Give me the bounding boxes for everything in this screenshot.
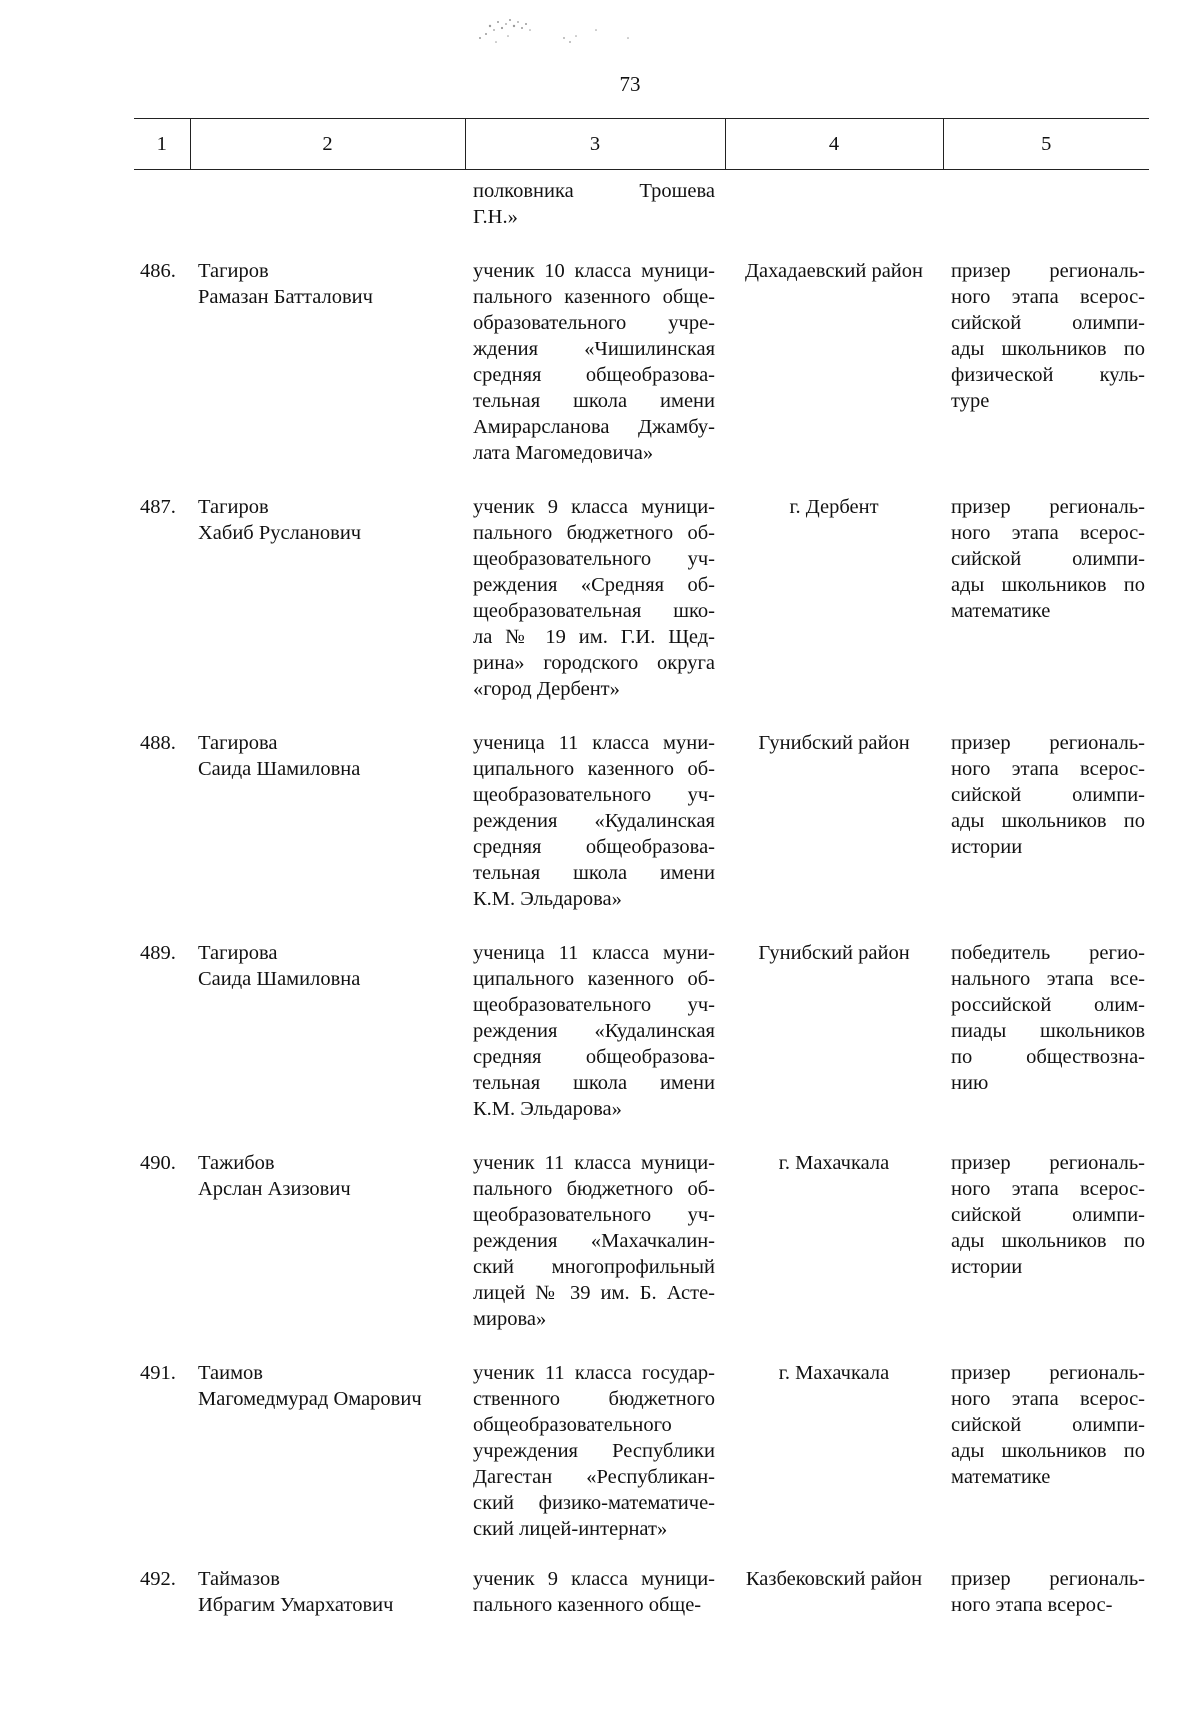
institution-line: рина» городского округа (473, 652, 715, 674)
award-line: ады школьников по (951, 338, 1145, 360)
institution-line: К.М. Эльдарова» (473, 1098, 622, 1120)
continuation-row (134, 170, 1149, 231)
table-row (134, 912, 1149, 1122)
column-header-4: 4 (725, 119, 943, 170)
institution-cell (465, 912, 725, 1122)
table-row (134, 230, 1149, 466)
table-row (134, 702, 1149, 912)
award-line: ады школьников по (951, 1440, 1145, 1462)
award-line: ного этапа всерос- (951, 286, 1145, 308)
region-cell: г. Махачкала (778, 1362, 890, 1384)
award-line: сийской олимпи- (951, 1204, 1145, 1226)
award-line: ады школьников по (951, 1230, 1145, 1252)
award-line: математике (951, 600, 1051, 622)
institution-line: ученик 9 класса муници- (473, 496, 715, 518)
table-header-row (134, 119, 1149, 170)
award-line: пиады школьников (951, 1020, 1145, 1042)
region-cell: г. Махачкала (778, 1152, 890, 1174)
award-line: ного этапа всерос- (951, 522, 1145, 544)
awardees-table (134, 118, 1149, 1618)
region-cell: Дахадаевский район (744, 260, 923, 282)
institution-line: щеобразовательного уч- (473, 1204, 715, 1226)
institution-line: тельная школа имени (473, 390, 715, 412)
award-line: призер региональ- (951, 260, 1145, 282)
row-number: 486. (140, 260, 176, 282)
table-body (134, 170, 1149, 1619)
institution-line: ципального казенного об- (473, 968, 715, 990)
institution-line: ученик 11 класса муници- (473, 1152, 715, 1174)
institution-line: ский многопрофильный (473, 1256, 715, 1278)
institution-line: средняя общеобразова- (473, 364, 715, 386)
award-line: сийской олимпи- (951, 312, 1145, 334)
award-line: сийской олимпи- (951, 1414, 1145, 1436)
award-line: победитель регио- (951, 942, 1145, 964)
row-number-cell (134, 170, 190, 231)
row-number: 490. (140, 1152, 176, 1174)
award-cell (943, 1542, 1149, 1618)
column-header-5: 5 (943, 119, 1149, 170)
student-name-cell (190, 912, 465, 1122)
institution-line: тельная школа имени (473, 862, 715, 884)
institution-line: лицей № 39 им. Б. Асте- (473, 1282, 715, 1304)
institution-line: ский лицей-интернат» (473, 1518, 668, 1540)
column-header-1: 1 (134, 119, 190, 170)
award-line: нию (951, 1072, 989, 1094)
region-cell: г. Дербент (789, 496, 879, 518)
student-given-names: Саида Шамиловна (198, 758, 361, 780)
award-cell (943, 466, 1149, 702)
institution-cell (465, 702, 725, 912)
institution-line: ла № 19 им. Г.И. Щед- (473, 626, 715, 648)
institution-cell (465, 230, 725, 466)
institution-line: ученик 10 класса муници- (473, 260, 715, 282)
student-name-cell (190, 230, 465, 466)
table-row (134, 1542, 1149, 1618)
institution-line: Дагестан «Республикан- (473, 1466, 715, 1488)
institution-line: реждения «Кудалинская (473, 810, 715, 832)
award-line: призер региональ- (951, 1152, 1145, 1174)
student-name-cell (190, 466, 465, 702)
institution-line: Амирарсланова Джамбу- (473, 416, 715, 438)
table-row (134, 1122, 1149, 1332)
column-header-2: 2 (190, 119, 465, 170)
student-surname: Таимов (198, 1362, 263, 1384)
institution-line: Г.Н.» (473, 206, 518, 228)
institution-line: пального бюджетного об- (473, 1178, 715, 1200)
student-surname: Тагирова (198, 942, 278, 964)
award-cell (943, 1122, 1149, 1332)
institution-line: щеобразовательного уч- (473, 548, 715, 570)
institution-line: ский физико-математиче- (473, 1492, 715, 1514)
award-line: российской олим- (951, 994, 1145, 1016)
table-row (134, 1332, 1149, 1542)
institution-line: ученица 11 класса муни- (473, 732, 715, 754)
award-line: сийской олимпи- (951, 548, 1145, 570)
award-line: истории (951, 836, 1023, 858)
institution-line: учреждения Республики (473, 1440, 715, 1462)
institution-line: реждения «Средняя об- (473, 574, 715, 596)
award-line: ного этапа всерос- (951, 758, 1145, 780)
student-given-names: Рамазан Батталович (198, 286, 373, 308)
student-given-names: Ибрагим Умархатович (198, 1594, 394, 1616)
institution-cell (465, 1542, 725, 1618)
student-surname: Тагиров (198, 260, 269, 282)
award-line: по обществозна- (951, 1046, 1145, 1068)
student-given-names: Хабиб Русланович (198, 522, 362, 544)
award-line: призер региональ- (951, 1362, 1145, 1384)
table-row (134, 466, 1149, 702)
institution-cell (465, 170, 725, 231)
award-line: истории (951, 1256, 1023, 1278)
institution-line: реждения «Кудалинская (473, 1020, 715, 1042)
institution-line: щеобразовательного уч- (473, 784, 715, 806)
student-surname: Тагирова (198, 732, 278, 754)
institution-line: ученица 11 класса муни- (473, 942, 715, 964)
institution-line: К.М. Эльдарова» (473, 888, 622, 910)
award-line: ады школьников по (951, 574, 1145, 596)
column-header-3: 3 (465, 119, 725, 170)
award-cell (943, 912, 1149, 1122)
institution-line: общеобразовательного (473, 1414, 672, 1436)
student-name-cell (190, 702, 465, 912)
scan-artifact (468, 8, 708, 52)
student-given-names: Магомедмурад Омарович (198, 1388, 422, 1410)
region-cell: Гунибский район (758, 732, 910, 754)
student-name-cell (190, 1332, 465, 1542)
institution-line: пального бюджетного об- (473, 522, 715, 544)
institution-cell (465, 1332, 725, 1542)
institution-line: ученик 9 класса муници- (473, 1568, 715, 1590)
student-surname: Таймазов (198, 1568, 280, 1590)
institution-line: щеобразовательного уч- (473, 994, 715, 1016)
row-number: 487. (140, 496, 176, 518)
student-name-cell (190, 1542, 465, 1618)
row-number: 492. (140, 1568, 176, 1590)
row-number: 491. (140, 1362, 176, 1384)
institution-cell (465, 466, 725, 702)
award-cell (943, 1332, 1149, 1542)
institution-line: пального казенного обще- (473, 1594, 702, 1616)
institution-line: полковника Трошева (473, 180, 715, 202)
award-line: ного этапа всерос- (951, 1594, 1113, 1616)
institution-line: средняя общеобразова- (473, 1046, 715, 1068)
award-line: сийской олимпи- (951, 784, 1145, 806)
region-cell (725, 170, 943, 231)
region-cell: Гунибский район (758, 942, 910, 964)
student-given-names: Арслан Азизович (198, 1178, 351, 1200)
award-line: ного этапа всерос- (951, 1388, 1145, 1410)
row-number: 489. (140, 942, 176, 964)
award-line: призер региональ- (951, 496, 1145, 518)
page-number: 73 (619, 72, 641, 96)
student-given-names: Саида Шамиловна (198, 968, 361, 990)
institution-line: ципального казенного об- (473, 758, 715, 780)
institution-line: средняя общеобразова- (473, 836, 715, 858)
institution-line: тельная школа имени (473, 1072, 715, 1094)
award-cell (943, 170, 1149, 231)
institution-line: лата Магомедовича» (473, 442, 654, 464)
institution-line: ученик 11 класса государ- (473, 1362, 715, 1384)
institution-line: ственного бюджетного (473, 1388, 715, 1410)
region-cell: Казбековский район (745, 1568, 923, 1590)
award-line: призер региональ- (951, 1568, 1145, 1590)
student-surname: Тагиров (198, 496, 269, 518)
award-line: ного этапа всерос- (951, 1178, 1145, 1200)
award-cell (943, 702, 1149, 912)
institution-line: мирова» (473, 1308, 547, 1330)
name-cell (190, 170, 465, 231)
student-surname: Тажибов (198, 1152, 275, 1174)
institution-line: реждения «Махачкалин- (473, 1230, 715, 1252)
institution-line: образовательного учре- (473, 312, 715, 334)
institution-line: пального казенного обще- (473, 286, 715, 308)
award-line: ады школьников по (951, 810, 1145, 832)
award-line: нального этапа все- (951, 968, 1145, 990)
institution-line: щеобразовательная шко- (473, 600, 715, 622)
award-line: туре (951, 390, 990, 412)
row-number: 488. (140, 732, 176, 754)
award-cell (943, 230, 1149, 466)
institution-cell (465, 1122, 725, 1332)
award-line: математике (951, 1466, 1051, 1488)
award-line: призер региональ- (951, 732, 1145, 754)
student-name-cell (190, 1122, 465, 1332)
institution-line: «город Дербент» (473, 678, 620, 700)
institution-line: ждения «Чишилинская (473, 338, 715, 360)
award-line: физической куль- (951, 364, 1145, 386)
